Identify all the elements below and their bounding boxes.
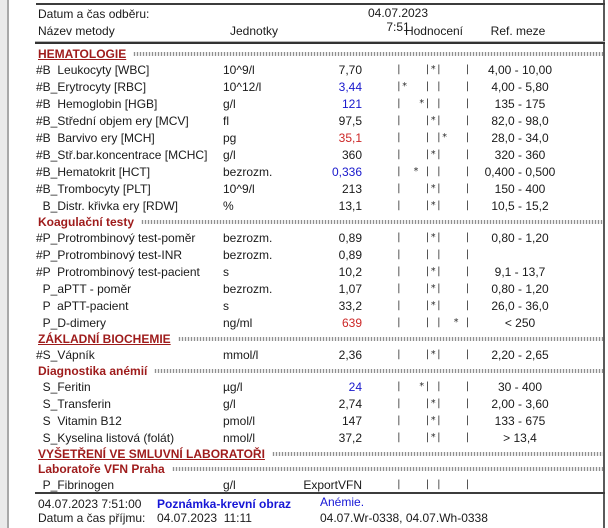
dotted-leader [141, 220, 603, 224]
unit-cell: s [223, 298, 229, 313]
range-marker: | * | | | [396, 166, 471, 177]
unit-cell: nmol/l [223, 430, 256, 445]
method-name: P_D-dimery [36, 315, 107, 330]
note-timestamp: 04.07.2023 7:51:00 [38, 497, 142, 511]
receipt-datetime-label: Datum a čas příjmu: [38, 511, 146, 525]
unit-cell: g/l [223, 147, 236, 162]
result-value: 3,44 [338, 79, 362, 94]
dotted-leader [272, 452, 603, 456]
section-header [36, 363, 603, 378]
result-value: 35,1 [338, 130, 362, 145]
result-value: 639 [341, 315, 362, 330]
method-name: B_Distr. křivka ery [RDW] [36, 198, 179, 213]
reference-range: 82,0 - 98,0 [491, 113, 549, 128]
range-marker: | |*| | [396, 432, 471, 443]
method-name: S_Feritin [36, 379, 91, 394]
unit-cell: µg/l [223, 379, 243, 394]
unit-cell: 10^9/l [223, 181, 255, 196]
unit-cell: bezrozm. [223, 164, 273, 179]
reference-range: 10,5 - 15,2 [491, 198, 549, 213]
range-marker: | | | * | [396, 317, 471, 328]
sample-ids: 04.07.Wr-0338, 04.07.Wh-0338 [320, 511, 488, 525]
reference-range: 320 - 360 [494, 147, 546, 162]
unit-cell: fl [223, 113, 229, 128]
result-row [36, 146, 603, 163]
reference-range: 150 - 400 [494, 181, 546, 196]
dotted-leader [172, 467, 603, 471]
result-row [36, 197, 603, 214]
reference-range: 28,0 - 34,0 [491, 130, 549, 145]
result-value: 37,2 [338, 430, 362, 445]
dotted-leader [154, 369, 603, 373]
result-row [36, 180, 603, 197]
method-name: #B_Trombocyty [PLT] [36, 181, 151, 196]
section-title: Laboratoře VFN Praha [38, 461, 165, 476]
result-row [36, 229, 603, 246]
result-value: 24 [348, 379, 362, 394]
method-name: #B Barvivo ery [MCH] [36, 130, 155, 145]
reference-range: 2,20 - 2,65 [491, 347, 549, 362]
range-marker: |* | | | [396, 81, 471, 92]
unit-cell: ng/ml [223, 315, 253, 330]
reference-range: 135 - 175 [494, 96, 546, 111]
unit-cell: 10^12/l [223, 79, 262, 94]
range-marker: | |*| | [396, 149, 471, 160]
result-value: 213 [341, 181, 362, 196]
unit-cell: mmol/l [223, 347, 259, 362]
method-name: S_Kyselina listová (folát) [36, 430, 175, 445]
method-name: S_Transferin [36, 396, 111, 411]
reference-range: 0,400 - 0,500 [484, 164, 556, 179]
method-name: #B_Hematokrit [HCT] [36, 164, 151, 179]
unit-cell: g/l [223, 396, 236, 411]
unit-cell: pg [223, 130, 237, 145]
result-value: 10,2 [338, 264, 362, 279]
reference-range: 2,00 - 3,60 [491, 396, 549, 411]
reference-range: 0,80 - 1,20 [491, 230, 549, 245]
unit-cell: 10^9/l [223, 62, 255, 77]
section-title: Diagnostika anémií [38, 363, 148, 378]
result-row [36, 314, 603, 331]
range-marker: | |*| | [396, 115, 471, 126]
result-row [36, 297, 603, 314]
report-header [36, 0, 603, 42]
method-name: #P_Protrombinový test-INR [36, 247, 183, 262]
reference-range: > 13,4 [503, 430, 537, 445]
method-name: S Vitamin B12 [36, 413, 122, 428]
note-label: Poznámka-krevní obraz [157, 497, 292, 511]
reference-range: 4,00 - 5,80 [491, 79, 549, 94]
result-row [36, 378, 603, 395]
section-title: Koagulační testy [38, 214, 135, 229]
result-row [36, 263, 603, 280]
result-value: 13,1 [338, 198, 362, 213]
range-marker: | |*| | [396, 64, 471, 75]
method-name: #B Leukocyty [WBC] [36, 62, 150, 77]
section-header [36, 331, 603, 346]
range-marker: | | | | [396, 249, 471, 260]
result-row [36, 246, 603, 263]
result-value: 0,89 [338, 230, 362, 245]
method-name: #B Hemoglobin [HGB] [36, 96, 158, 111]
result-value: 2,74 [338, 396, 362, 411]
method-name: #P Protrombinový test-pacient [36, 264, 200, 279]
method-name: #B_Střední objem ery [MCV] [36, 113, 189, 128]
collection-datetime-label: Datum a čas odběru: [38, 7, 150, 21]
result-row [36, 95, 603, 112]
column-header-units: Jednotky [230, 24, 279, 38]
method-name: P_Fibrinogen [36, 477, 115, 492]
range-marker: | | | | [396, 479, 471, 490]
range-marker: | |*| | [396, 183, 471, 194]
collection-time: 7:51 [386, 20, 410, 34]
result-value: 147 [341, 413, 362, 428]
dotted-leader [178, 337, 603, 341]
reference-range: 30 - 400 [497, 379, 543, 394]
unit-cell: g/l [223, 96, 236, 111]
unit-cell: bezrozm. [223, 281, 273, 296]
result-row [36, 78, 603, 95]
range-marker: | |*| | [396, 300, 471, 311]
method-name: #S_Vápník [36, 347, 95, 362]
dotted-leader [133, 52, 603, 56]
column-header-reference: Ref. meze [490, 24, 546, 38]
result-row [36, 429, 603, 446]
section-header [36, 214, 603, 229]
range-marker: | *| | | [396, 381, 471, 392]
range-marker: | |*| | [396, 266, 471, 277]
result-value: 2,36 [338, 347, 362, 362]
reference-range: 4,00 - 10,00 [487, 62, 553, 77]
section-header [36, 461, 603, 476]
result-row [36, 129, 603, 146]
result-value: 0,89 [338, 247, 362, 262]
table-right-border [603, 0, 605, 528]
result-row [36, 412, 603, 429]
column-header-method: Název metody [38, 24, 115, 38]
method-name: #P_Protrombinový test-poměr [36, 230, 196, 245]
range-marker: | | |* | [396, 132, 471, 143]
unit-cell: % [223, 198, 234, 213]
result-row [36, 163, 603, 180]
receipt-datetime: 04.07.2023 11:11 [157, 511, 252, 525]
reference-range: < 250 [504, 315, 536, 330]
result-value: 121 [341, 96, 362, 111]
header-underline [35, 41, 605, 44]
unit-cell: g/l [223, 477, 236, 492]
result-value: 33,2 [338, 298, 362, 313]
column-header-evaluation: Hodnocení [404, 24, 464, 38]
section-title: ZÁKLADNÍ BIOCHEMIE [38, 331, 171, 346]
reference-range: 9,1 - 13,7 [494, 264, 546, 279]
results-table [36, 46, 603, 493]
reference-range: 0,80 - 1,20 [491, 281, 549, 296]
range-marker: | |*| | [396, 232, 471, 243]
range-marker: | |*| | [396, 283, 471, 294]
result-row [36, 346, 603, 363]
range-marker: | |*| | [396, 200, 471, 211]
section-header [36, 46, 603, 61]
page-left-gutter [0, 0, 7, 528]
report-footer [36, 495, 603, 528]
section-title: HEMATOLOGIE [38, 46, 127, 61]
result-row [36, 280, 603, 297]
reference-range: 26,0 - 36,0 [491, 298, 549, 313]
page-edge-line [7, 0, 9, 528]
result-row [36, 112, 603, 129]
result-value: ExportVFN [303, 477, 362, 492]
unit-cell: pmol/l [223, 413, 256, 428]
footer-separator [35, 492, 605, 494]
method-name: P aPTT-pacient [36, 298, 129, 313]
result-row [36, 61, 603, 78]
range-marker: | |*| | [396, 415, 471, 426]
method-name: #B_Erytrocyty [RBC] [36, 79, 147, 94]
result-value: 360 [341, 147, 362, 162]
section-header [36, 446, 603, 461]
range-marker: | |*| | [396, 349, 471, 360]
result-row [36, 476, 603, 493]
unit-cell: s [223, 264, 229, 279]
range-marker: | *| | | [396, 98, 471, 109]
result-value: 7,70 [338, 62, 362, 77]
note-text: Anémie. [320, 495, 365, 509]
section-title: VYŠETŘENÍ VE SMLUVNÍ LABORATOŘI [38, 446, 265, 461]
range-marker: | |*| | [396, 398, 471, 409]
result-value: 1,07 [338, 281, 362, 296]
result-row [36, 395, 603, 412]
unit-cell: bezrozm. [223, 247, 273, 262]
collection-date: 04.07.2023 [367, 6, 429, 20]
reference-range: 133 - 675 [494, 413, 546, 428]
method-name: #B_Stř.bar.koncentrace [MCHC] [36, 147, 208, 162]
unit-cell: bezrozm. [223, 230, 273, 245]
method-name: P_aPTT - poměr [36, 281, 132, 296]
result-value: 97,5 [338, 113, 362, 128]
result-value: 0,336 [331, 164, 362, 179]
